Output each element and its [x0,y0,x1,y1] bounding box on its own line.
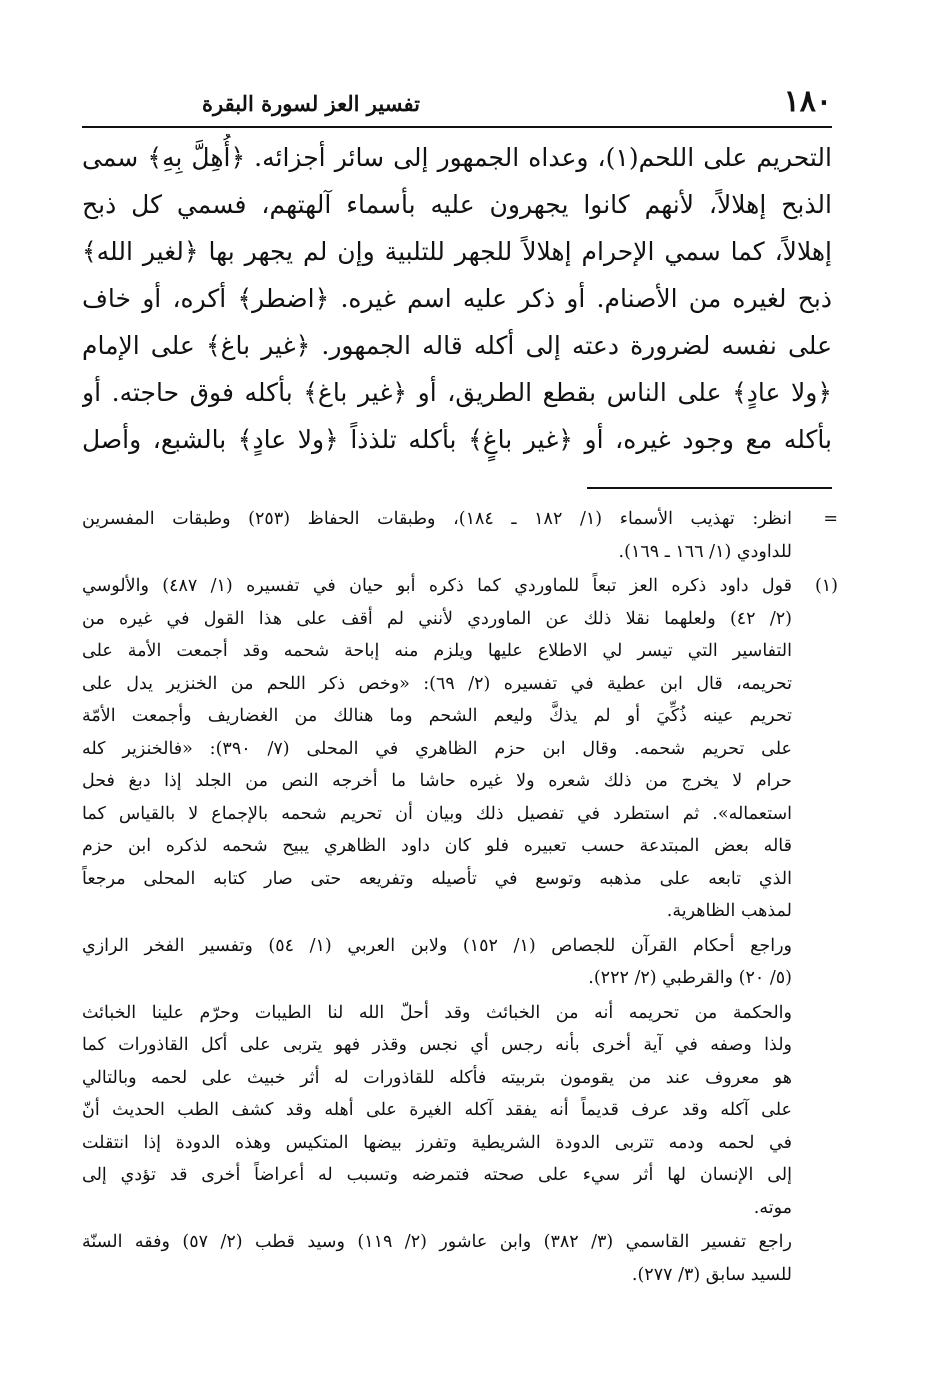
footnote-line: إلى الإنسان لها أثر سيء على صحته فتمرضه وتسبب له أعراضاً أخرى قد تؤدي إلى [82,1165,792,1185]
header-rule [82,126,832,128]
footnote-paragraph [82,997,792,1225]
footnote-line: قول داود ذكره العز تبعاً للماوردي كما ذكره أبو حيان في تفسيره (١/ ٤٨٧) والألوسي [82,576,792,596]
main-text-line: ﴿ولا عادٍ﴾ على الناس بقطع الطريق، أو ﴿غير باغ﴾ بأكله فوق حاجته. أو [82,378,832,407]
footnote-line: انظر: تهذيب الأسماء (١/ ١٨٢ ـ ١٨٤)، وطبقات الحفاظ (٢٥٣) وطبقات المفسرين [82,509,792,529]
footnote-line: تحريمه، قال ابن عطية في تفسيره (٢/ ٦٩): «وخص ذكر اللحم من الخنزير يدل على [82,673,792,694]
footnote-line: حرام لا يخرج من ذلك شعره ولا غيره حاشا ما أخرجه النص من الجلد إذا دبغ فحل [82,771,792,791]
footnote-line: (٢/ ٤٢) ولعلهما نقلا ذلك عن الماوردي لأنني لم أقف على هذا القول في غيره من [82,608,792,629]
footnote-continuation-marker: = [823,509,838,529]
footnote-continuation [82,503,838,568]
footnote-paragraph [82,1226,792,1291]
footnote-separator [587,487,832,489]
main-text-line: الذبح إهلالاً، لأنهم كانوا يجهرون عليه بأسماء آلهتهم، فسمي كل ذبح [82,190,832,219]
main-text [82,134,832,463]
footnote-line: استعماله». ثم استطرد في تفصيل ذلك وبيان أن تحريم شحمه بالإجماع لا بالقياس كما [82,803,792,824]
footnote-line: موته. [753,1197,792,1218]
running-title: تفسير العز لسورة البقرة [202,91,420,116]
footnote-line: للداودي (١/ ١٦٦ ـ ١٦٩). [618,541,792,562]
main-text-line: التحريم على اللحم(١)، وعداه الجمهور إلى سائر أجزائه. ﴿أُهِلَّ بِهِ﴾ سمى [82,143,832,172]
footnote-line: قاله بعض المبتدعة حسب تعبيره فلو كان داود الظاهري يبيح شحمه لذكره ابن حزم [82,836,792,856]
footnote-1 [82,570,838,1291]
footnote-line: للسيد سابق (٣/ ٢٧٧). [631,1264,792,1285]
footnote-line: راجع تفسير القاسمي (٣/ ٣٨٢) وابن عاشور (٢/ ١١٩) وسيد قطب (٢/ ٥٧) وفقه السنّة [82,1232,792,1252]
footnote-marker: (١) [814,576,838,596]
footnote-line: على تحريم شحمه. وقال ابن حزم الظاهري في المحلى (٧/ ٣٩٠): «فالخنزير كله [82,738,792,759]
footnote-line: والحكمة من تحريمه أنه من الخبائث وقد أحلّ الله لنا الطيبات وحرّم علينا الخبائث [82,1002,792,1023]
page-header [82,78,832,122]
footnote-paragraph [82,570,792,928]
footnote-line: ولذا وصفه في آية أخرى بأنه رجس أي نجس وقذر فهو يتربى على أكل القاذورات كما [82,1035,792,1055]
main-text-line: بأكله مع وجود غيره، أو ﴿غير باغٍ﴾ بأكله تلذذاً ﴿ولا عادٍ﴾ بالشبع، وأصل [82,425,832,454]
footnote-paragraph [82,930,792,995]
footnote-line: الذي تابعه على مذهبه وتوسع في تأصيله وتفريعه حتى صار كتابه المحلى مرجعاً [82,868,792,889]
footnote-line: في لحمه ودمه تتربى الدودة الشريطية وتفرز بيضها المتكيس وهذه الدودة إذا انتقلت [82,1132,792,1153]
main-text-line: ذبح لغيره من الأصنام. أو ذكر عليه اسم غيره. ﴿اضطر﴾ أكره، أو خاف [82,284,832,313]
footnote-line: وراجع أحكام القرآن للجصاص (١/ ١٥٢) ولابن العربي (١/ ٥٤) وتفسير الفخر الرازي [82,935,792,956]
main-text-line: إهلالاً، كما سمي الإحرام إهلالاً للجهر للتلبية وإن لم يجهر بها ﴿لغير الله﴾ [82,237,832,266]
page-number: ١٨٠ [783,84,832,119]
footnote-line: لمذهب الظاهرية. [666,901,792,921]
main-text-line: على نفسه لضرورة دعته إلى أكله قاله الجمهور. ﴿غير باغ﴾ على الإمام [82,331,832,360]
footnote-line: على آكله وقد عرف قديماً أنه يفقد آكله الغيرة على أهله وقد كشف الطب الحديث أنّ [82,1100,792,1120]
footnote-line: (٥/ ٢٠) والقرطبي (٢/ ٢٢٢). [588,968,792,988]
footnote-line: هو معروف عند من يقومون بتربيته فأكله للقاذورات له أثر خبيث على لحمه وبالتالي [82,1067,792,1088]
footnote-line: التفاسير التي تيسر لي الاطلاع عليها ويلزم منه إباحة شحمه وقد أجمعت الأمة على [82,641,792,661]
footnote-line: تحريم عينه ذُكِّيَ أو لم يذكَّ وليعم الشحم وما هنالك من الغضاريف وأجمعت الأمّة [82,706,792,726]
footnotes [82,503,838,1291]
book-page [82,78,838,1358]
